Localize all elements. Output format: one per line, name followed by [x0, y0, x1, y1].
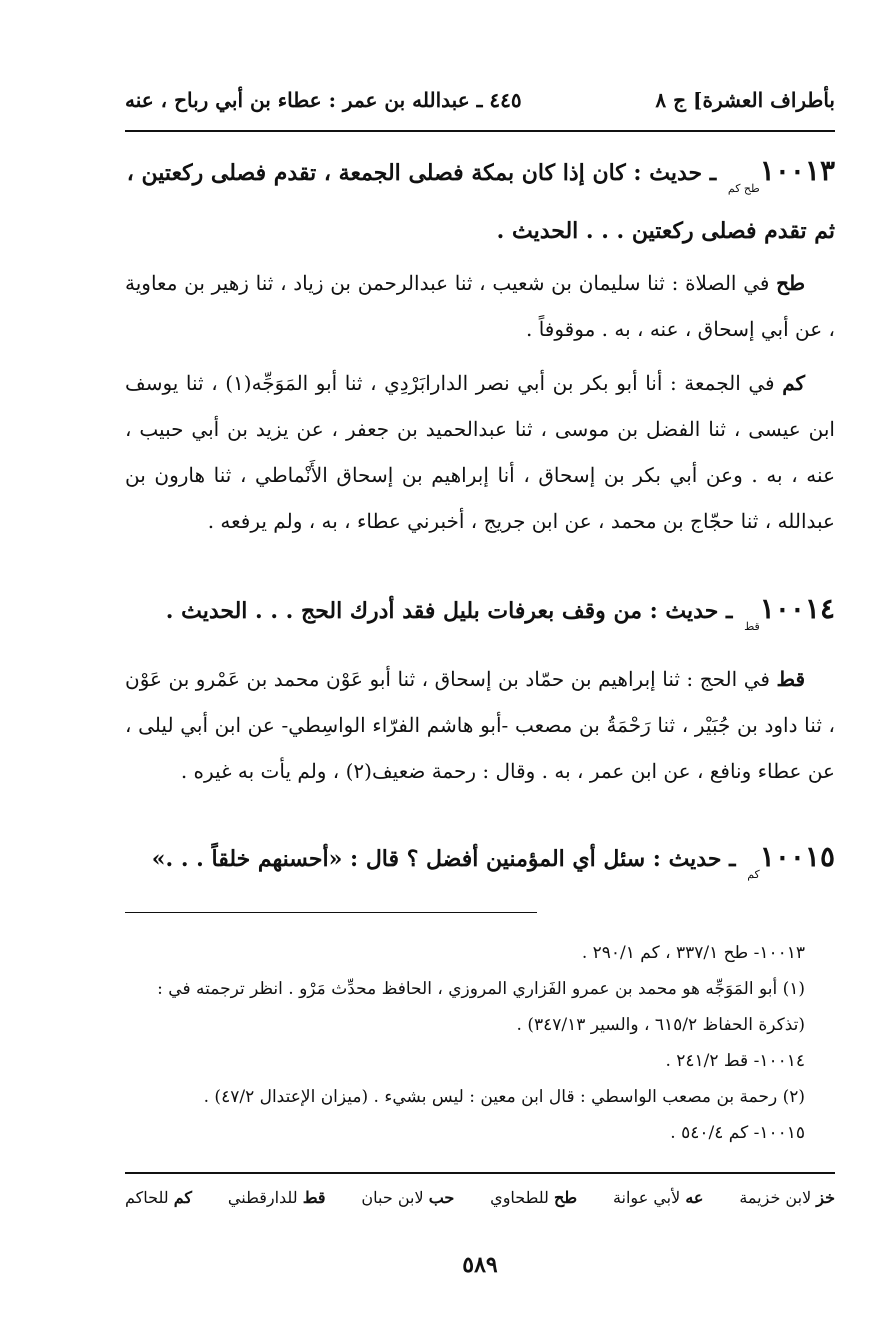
legend-item: طح للطحاوي	[490, 1188, 578, 1207]
hadith-number: ١٠٠١٥	[759, 840, 835, 873]
hadith-sigla: كم	[747, 868, 760, 881]
source-abbr: كم	[782, 371, 806, 395]
legend-rule	[125, 1172, 835, 1174]
header-volume: بأطراف العشرة] ج ٨	[655, 88, 835, 112]
isnad-paragraph	[125, 260, 835, 352]
hadith-text: ـ حديث : من وقف بعرفات بليل فقد أدرك الحج . . . الحديث .	[165, 598, 733, 624]
hadith-text: ـ حديث : سئل أي المؤمنين أفضل ؟ قال : «أحسنهم خلقاً . . .»	[151, 846, 736, 872]
legend-item: عه لأبي عوانة	[612, 1188, 704, 1207]
legend-item: حب لابن حبان	[361, 1188, 455, 1207]
hadith-number: ١٠٠١٤	[759, 592, 835, 625]
footnote-rule	[125, 912, 537, 913]
footnote: ١٠٠١٣- طح ٣٣٧/١ ، كم ٢٩٠/١ .	[581, 943, 805, 963]
header-section: ٤٤٥ ـ عبدالله بن عمر : عطاء بن أبي رباح ، عنه	[125, 88, 522, 112]
hadith-sigla: طح كم	[727, 182, 760, 195]
legend-item: خز لابن خزيمة	[739, 1188, 835, 1207]
running-header	[125, 82, 835, 122]
book-page	[125, 0, 835, 1333]
hadith-entry-10015	[125, 836, 835, 896]
isnad-text: في الصلاة : ثنا سليمان بن شعيب ، ثنا عبدالرحمن بن زياد ، ثنا زهير بن معاوية ، عن أبي إسحاق ، عنه ، به . موقوفاً .	[125, 271, 835, 341]
isnad-text: في الجمعة : أنا أبو بكر بن أبي نصر الدارابَرْدِي ، ثنا أبو المَوَجِّه(١) ، ثنا يوسف ابن عيسى ، ثنا الفضل بن موسى ، ثنا عبدالحميد بن جعفر ، عن يزيد بن أبي حبيب ، عنه ، به . وعن أبي بكر بن إسحاق ، أنا إبراهيم بن إسحاق الأَنْماطي ، ثنا هارون بن عبدالله ، ثنا حجّاج بن محمد ، عن ابن جريج ، أخبرني عطاء ، به ، ولم يرفعه .	[125, 371, 836, 533]
source-abbr: طح	[776, 271, 805, 295]
footnote: (٢) رحمة بن مصعب الواسطي : قال ابن معين : ليس بشيء . (ميزان الإعتدال ٤٧/٢) .	[203, 1087, 805, 1107]
hadith-heading	[125, 588, 835, 648]
footnote: ١٠٠١٤- قط ٢٤١/٢ .	[665, 1051, 805, 1071]
footnote: ١٠٠١٥- كم ٥٤٠/٤ .	[670, 1123, 805, 1143]
abbreviation-legend	[125, 1188, 835, 1207]
hadith-sigla: قط	[744, 620, 760, 633]
hadith-text: ـ حديث : كان إذا كان بمكة فصلى الجمعة ، تقدم فصلى ركعتين ، ثم تقدم فصلى ركعتين . . . الحديث .	[126, 160, 835, 244]
legend-item: قط للدارقطني	[227, 1188, 326, 1207]
footnotes	[125, 935, 835, 1151]
legend-item: كم للحاكم	[125, 1188, 193, 1207]
page-number: ٥٨٩	[462, 1252, 498, 1278]
isnad-paragraph	[125, 360, 835, 544]
source-abbr: قط	[776, 667, 805, 691]
hadith-entry-10014	[125, 588, 835, 794]
isnad-paragraph	[125, 656, 835, 794]
isnad-text: في الحج : ثنا إبراهيم بن حمّاد بن إسحاق ، ثنا أبو عَوْن محمد بن عَمْرو بن عَوْن ، ثنا داود بن جُبَيْر ، ثنا رَحْمَةُ بن مصعب -أبو هاشم الفرّاء الواسِطي- عن ابن أبي ليلى ، عن عطاء ونافع ، عن ابن عمر ، به . وقال : رحمة ضعيف(٢) ، ولم يأت به غيره .	[125, 667, 836, 783]
hadith-number: ١٠٠١٣	[759, 154, 835, 187]
hadith-entry-10013	[125, 150, 835, 544]
footnote: (١) أبو المَوَجِّه هو محمد بن عمرو الفَزاري المروزي ، الحافظ محدِّث مَرْو . انظر ترجمته في : (تذكرة الحفاظ ٦١٥/٢ ، والسير ٣٤٧/١٣) .	[157, 979, 805, 1035]
hadith-heading	[125, 150, 835, 252]
hadith-heading	[125, 836, 835, 896]
header-rule	[125, 130, 835, 132]
